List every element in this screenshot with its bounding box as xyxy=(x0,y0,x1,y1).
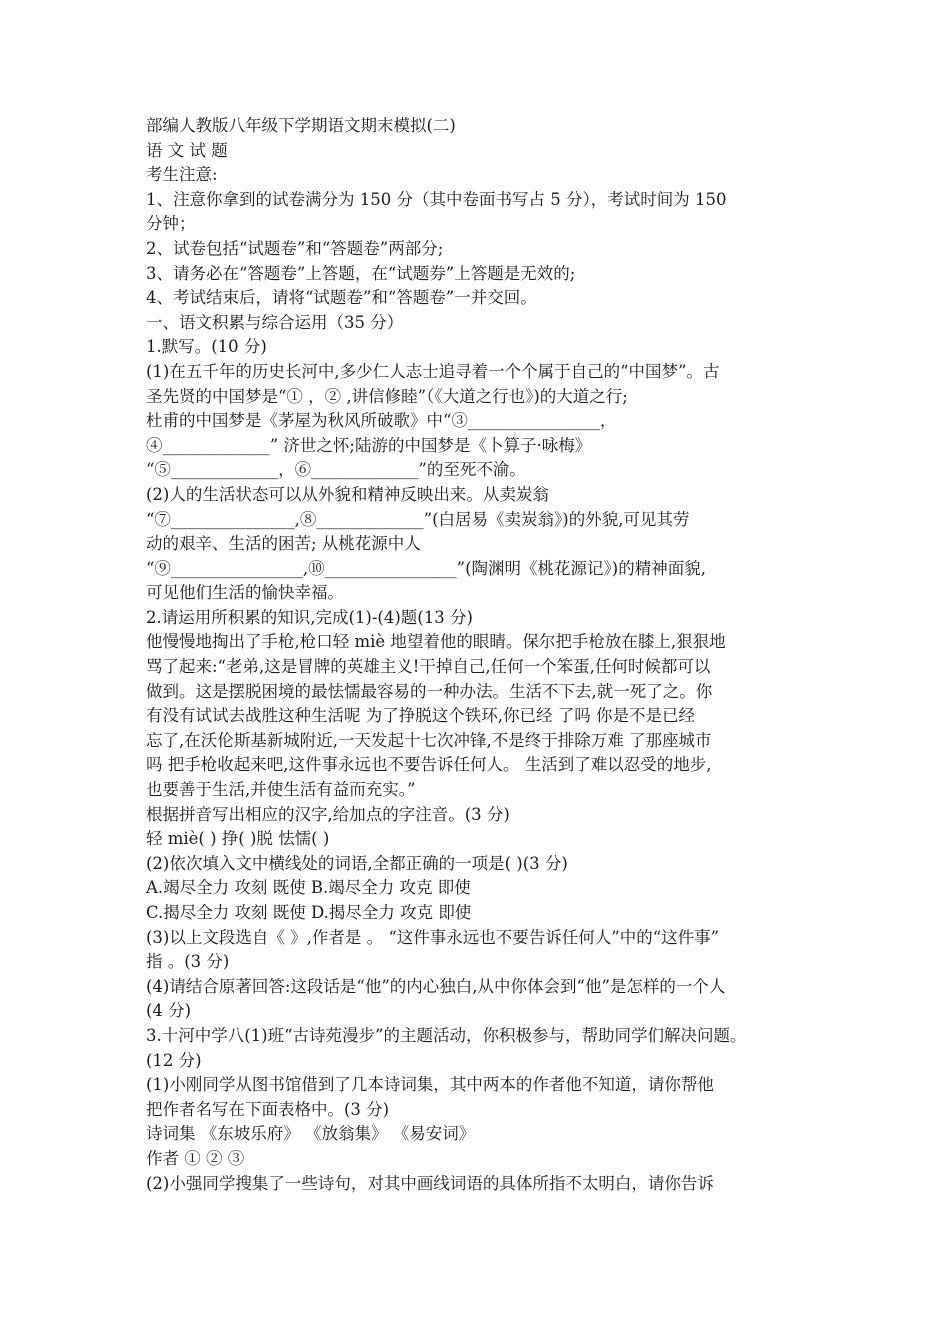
passage-line: 有没有试试去战胜这种生活呢 为了挣脱这个铁环,你已经 了吗 你是不是已经 xyxy=(146,706,695,726)
text-line: (3)以上文段选自《 》,作者是 。 “这件事永远也不要告诉任何人”中的“这件事” xyxy=(146,927,720,947)
notice-line: 4、考试结束后，请将“试题卷”和“答题卷”一并交回。 xyxy=(146,288,537,308)
text-line: “⑨________________,⑩________________”(陶渊明《桃花源记》)的精神面貌, xyxy=(146,558,706,578)
text-line: 圣先贤的中国梦是“① ，② ,讲信修睦”（《大道之行也》)的大道之行; xyxy=(146,386,628,406)
section-heading: 一、语文积累与综合运用（35 分） xyxy=(146,312,404,332)
text-line: 动的艰辛、生活的困苦; 从桃花源中人 xyxy=(146,534,421,554)
notice-line: 分钟； xyxy=(146,214,196,234)
passage-line: 忘了,在沃伦斯基新城附近,一天发起十七次冲锋,不是终于排除万难 了那座城市 xyxy=(146,730,712,750)
text-line: (2)依次填入文中横线处的词语,全都正确的一项是( )(3 分) xyxy=(146,853,568,873)
text-line: (1)在五千年的历史长河中,多少仁人志士追寻着一个个属于自己的“中国梦”。古 xyxy=(146,361,720,381)
table-row: 诗词集 《东坡乐府》 《放翁集》 《易安词》 xyxy=(146,1124,476,1144)
text-line: (1)小刚同学从图书馆借到了几本诗词集，其中两本的作者他不知道，请你帮他 xyxy=(146,1075,714,1095)
question-heading: 2.请运用所积累的知识,完成(1)-(4)题(13 分) xyxy=(146,607,473,627)
text-line: “⑤_____________，⑥_____________”的至死不渝。 xyxy=(146,460,526,480)
option-line: A.竭尽全力 攻刻 既使 B.竭尽全力 攻克 即使 xyxy=(146,878,471,898)
text-line: 杜甫的中国梦是《茅屋为秋风所破歌》中“③________________， xyxy=(146,411,617,431)
notice-line: 2、试卷包括“试题卷”和“答题卷”两部分; xyxy=(146,238,444,258)
text-line: 指 。(3 分) xyxy=(146,952,230,972)
text-line: (2)人的生活状态可以从外貌和精神反映出来。从卖炭翁 xyxy=(146,484,549,504)
text-line: (4)请结合原著回答:这段话是“他”的内心独白,从中你体会到“他”是怎样的一个人 xyxy=(146,976,726,996)
text-line: 根据拼音写出相应的汉字,给加点的字注音。(3 分) xyxy=(146,804,510,824)
notice-line: 3、请务必在“答题卷”上答题，在“试题券”上答题是无效的; xyxy=(146,263,576,283)
question-heading: 3.十河中学八(1)班“古诗苑漫步”的主题活动，你积极参与，帮助同学们解决问题。 xyxy=(146,1025,747,1045)
table-row: 作者 ① ② ③ xyxy=(146,1148,245,1168)
doc-subtitle: 语 文 试 题 xyxy=(146,140,228,160)
text-line: ④_____________” 济世之怀;陆游的中国梦是《卜算子·咏梅》 xyxy=(146,435,592,455)
notice-heading: 考生注意: xyxy=(146,165,218,185)
text-line: “⑦_______________,⑧_____________”(白居易《卖炭翁》)的外貌,可见其劳 xyxy=(146,509,690,529)
option-line: C.揭尽全力 攻刻 既使 D.揭尽全力 攻克 即使 xyxy=(146,903,472,922)
text-line: 可见他们生活的愉快幸福。 xyxy=(146,583,344,603)
text-line: 轻 miè( ) 挣( )脱 怯懦( ) xyxy=(146,829,330,849)
passage-line: 骂了起来:“老弟,这是冒牌的英雄主义!干掉自己,任何一个笨蛋,任何时候都可以 xyxy=(146,657,711,677)
document-body xyxy=(146,114,806,1196)
doc-title: 部编人教版八年级下学期语文期末模拟(二) xyxy=(146,116,456,135)
text-line: 把作者名写在下面表格中。(3 分) xyxy=(146,1099,390,1119)
text-line: (4 分) xyxy=(146,1001,192,1021)
notice-line: 1、注意你拿到的试卷满分为 150 分（其中卷面书写占 5 分），考试时间为 150 xyxy=(146,189,727,209)
text-line: (12 分) xyxy=(146,1050,202,1070)
passage-line: 做到。这是摆脱困境的最怯懦最容易的一种办法。生活不下去,就一死了之。你 xyxy=(146,681,713,701)
passage-line: 吗 把手枪收起来吧,这件事永远也不要告诉任何人。 生活到了难以忍受的地步, xyxy=(146,755,712,775)
passage-line: 他慢慢地掏出了手枪,枪口轻 miè 地望着他的眼睛。保尔把手枪放在膝上,狠狠地 xyxy=(146,632,726,652)
question-heading: 1.默写。(10 分) xyxy=(146,337,267,357)
text-line: (2)小强同学搜集了一些诗句，对其中画线词语的具体所指不太明白，请你告诉 xyxy=(146,1173,714,1193)
passage-line: 也要善于生活,并使生活有益而充实。” xyxy=(146,780,416,800)
